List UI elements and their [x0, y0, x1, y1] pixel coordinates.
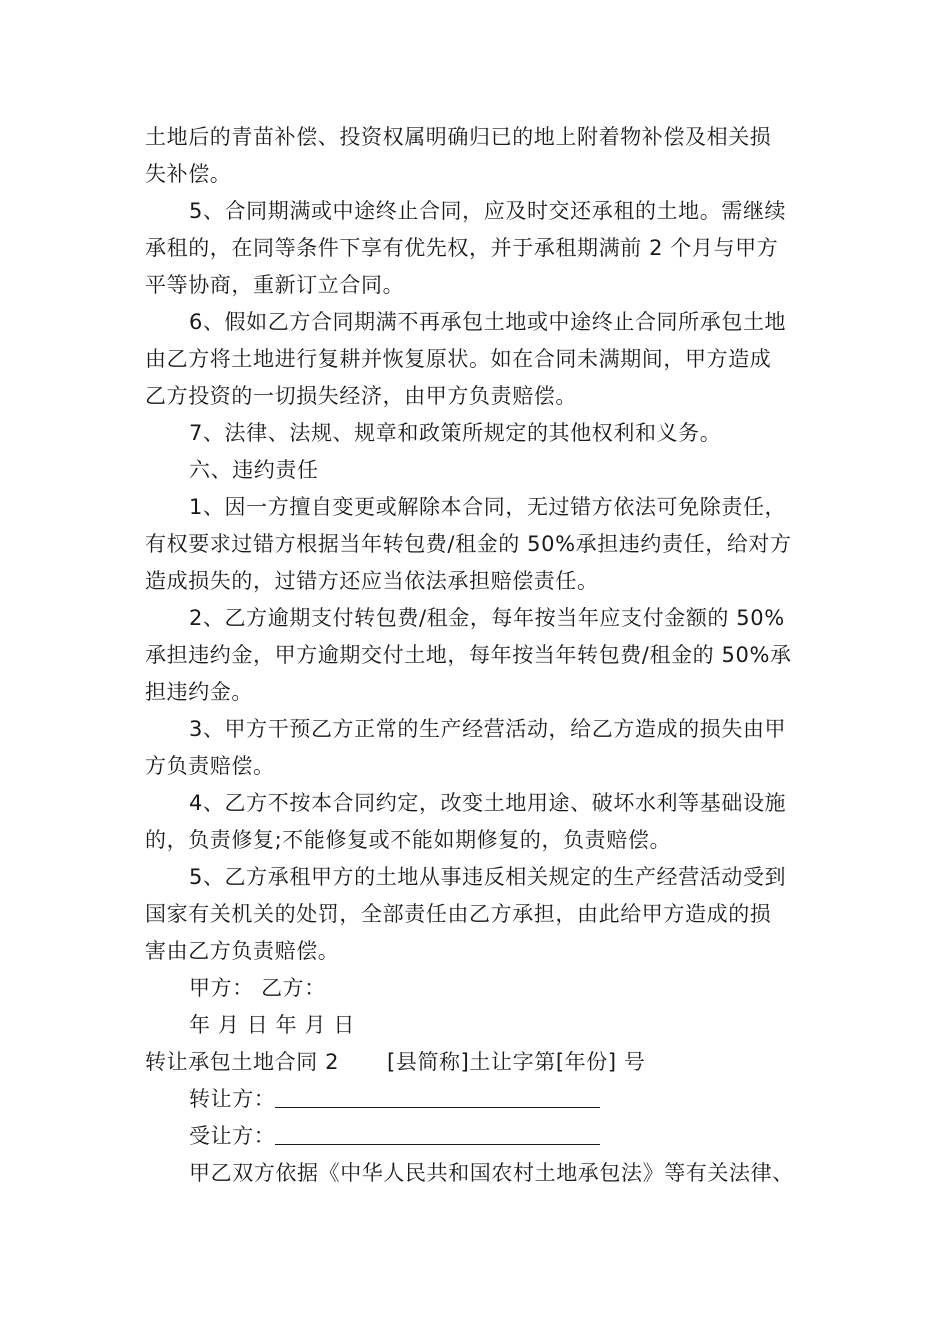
paragraph-line: 的，负责修复;不能修复或不能如期修复的，负责赔偿。: [145, 828, 672, 852]
breach-clause-2-line: 2、乙方逾期支付转包费/租金，每年按当年应支付金额的 50%: [189, 606, 785, 630]
breach-clause-5-line: 5、乙方承租甲方的土地从事违反相关规定的生产经营活动受到: [189, 865, 787, 889]
breach-clause-4-line: 4、乙方不按本合同约定，改变土地用途、破坏水利等基础设施: [189, 791, 787, 815]
paragraph-line: 国家有关机关的处罚，全部责任由乙方承担，由此给甲方造成的损: [145, 902, 772, 926]
transferor-blank: [275, 1087, 600, 1108]
paragraph-line: 平等协商，重新订立合同。: [145, 273, 405, 297]
paragraph-line: 土地后的青苗补偿、投资权属明确归已的地上附着物补偿及相关损: [145, 125, 772, 149]
transferee-line: [189, 1121, 600, 1151]
paragraph-line: 失补偿。: [145, 162, 232, 186]
preamble-line: 甲乙双方依据《中华人民共和国农村土地承包法》等有关法律、: [189, 1161, 794, 1185]
contract-title: 转让承包土地合同 2: [145, 1050, 340, 1074]
section-heading: 六、违约责任: [189, 458, 319, 482]
paragraph-line: 乙方投资的一切损失经济，由甲方负责赔偿。: [145, 384, 577, 408]
paragraph-line: 方负责赔偿。: [145, 754, 275, 778]
transferor-line: [189, 1084, 600, 1114]
breach-clause-1-line: 1、因一方擅自变更或解除本合同，无过错方依法可免除责任，: [189, 495, 787, 519]
clause-6-line: 6、假如乙方合同期满不再承包土地或中途终止合同所承包土地: [189, 310, 787, 334]
paragraph-line: 由乙方将土地进行复耕并恢复原状。如在合同未满期间，甲方造成: [145, 347, 772, 371]
transferee-label: 受让方：: [189, 1124, 276, 1148]
clause-5-line: 5、合同期满或中途终止合同，应及时交还承租的土地。需继续: [189, 199, 787, 223]
paragraph-line: 承租的，在同等条件下享有优先权，并于承租期满前 2 个月与甲方: [145, 236, 779, 260]
contract-title-line: [145, 1047, 646, 1077]
transferor-label: 转让方：: [189, 1087, 276, 1111]
signature-parties-line: 甲方： 乙方：: [189, 976, 326, 1000]
signature-date-line: 年 月 日 年 月 日: [189, 1013, 355, 1037]
paragraph-line: 有权要求过错方根据当年转包费/租金的 50%承担违约责任，给对方: [145, 532, 792, 556]
breach-clause-3-line: 3、甲方干预乙方正常的生产经营活动，给乙方造成的损失由甲: [189, 717, 787, 741]
paragraph-line: 造成损失的，过错方还应当依法承担赔偿责任。: [145, 569, 599, 593]
paragraph-line: 担违约金。: [145, 680, 253, 704]
transferee-blank: [275, 1124, 600, 1145]
clause-7-line: 7、法律、法规、规章和政策所规定的其他权利和义务。: [189, 421, 722, 445]
paragraph-line: 承担违约金，甲方逾期交付土地，每年按当年转包费/租金的 50%承: [145, 643, 792, 667]
contract-code: [县简称]土让字第[年份] 号: [387, 1050, 646, 1074]
paragraph-line: 害由乙方负责赔偿。: [145, 939, 340, 963]
